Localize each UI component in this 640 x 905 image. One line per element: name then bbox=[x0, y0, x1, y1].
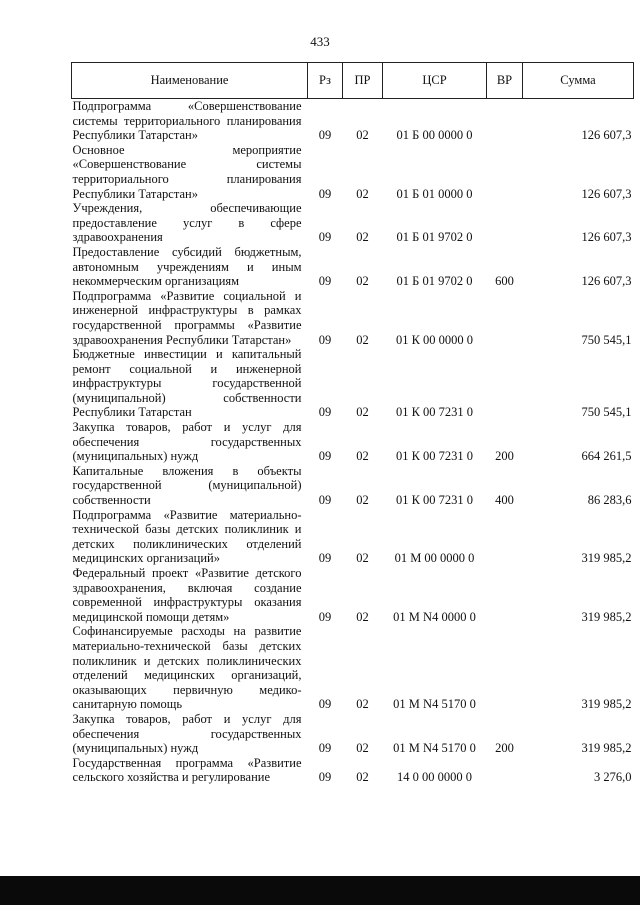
row-sum: 3 276,0 bbox=[594, 770, 632, 785]
table-row bbox=[72, 712, 634, 756]
row-sum: 664 261,5 bbox=[581, 449, 632, 464]
header-pr: ПР bbox=[343, 63, 383, 99]
row-sum: 319 985,2 bbox=[581, 609, 632, 624]
row-pr: 02 bbox=[356, 274, 369, 289]
row-pr: 02 bbox=[356, 405, 369, 420]
row-sum: 319 985,2 bbox=[581, 741, 632, 756]
table-row bbox=[72, 420, 634, 464]
header-csr: ЦСР bbox=[383, 63, 487, 99]
row-name: Предоставление субсидий бюджетным, автономным учреждениям и иным некоммерческим организациям bbox=[72, 244, 302, 289]
table-header-row bbox=[72, 63, 634, 99]
row-vr: 200 bbox=[495, 741, 514, 756]
row-rz: 09 bbox=[318, 609, 332, 624]
row-name: Государственная программа «Развитие сельского хозяйства и регулирование bbox=[72, 755, 302, 785]
row-rz: 09 bbox=[318, 128, 332, 143]
table-row bbox=[72, 347, 634, 420]
row-sum: 750 545,1 bbox=[581, 332, 632, 347]
header-sum: Сумма bbox=[523, 63, 634, 99]
header-name: Наименование bbox=[72, 63, 308, 99]
row-csr: 01 Б 01 0000 0 bbox=[396, 186, 473, 201]
row-pr: 02 bbox=[356, 551, 369, 566]
table-row bbox=[72, 508, 634, 566]
row-csr: 01 Б 01 9702 0 bbox=[396, 274, 473, 289]
row-rz: 09 bbox=[318, 493, 332, 508]
row-sum: 126 607,3 bbox=[581, 274, 632, 289]
table-row bbox=[72, 245, 634, 289]
row-sum: 319 985,2 bbox=[581, 551, 632, 566]
row-name: Капитальные вложения в объекты государственной (муниципальной) собственности bbox=[72, 463, 302, 508]
row-vr bbox=[487, 143, 523, 201]
row-pr: 02 bbox=[356, 697, 369, 712]
row-rz: 09 bbox=[318, 697, 332, 712]
header-rz: Рз bbox=[308, 63, 343, 99]
row-pr: 02 bbox=[356, 186, 369, 201]
row-vr bbox=[487, 201, 523, 245]
row-name: Основное мероприятие «Совершенствование системы территориального планирования Республики Татарстан» bbox=[72, 142, 302, 201]
row-vr bbox=[487, 624, 523, 712]
row-name: Федеральный проект «Развитие детского здравоохранения, включая создание современной инфраструктуры оказания медицинской помощи детям» bbox=[72, 566, 302, 624]
table-row bbox=[72, 756, 634, 785]
row-csr: 01 М 00 0000 0 bbox=[394, 551, 475, 566]
row-vr: 200 bbox=[495, 449, 514, 464]
row-name: Софинансируемые расходы на развитие материально-технической базы детских поликлиник и детских поликлинических отделений медицинских организаций, оказывающих первичную медико-санитарную помощь bbox=[72, 624, 302, 712]
row-sum: 126 607,3 bbox=[581, 186, 632, 201]
table-row bbox=[72, 624, 634, 712]
row-rz: 09 bbox=[318, 274, 332, 289]
header-vr: ВР bbox=[487, 63, 523, 99]
row-sum: 126 607,3 bbox=[581, 128, 632, 143]
row-name: Учреждения, обеспечивающие предоставление услуг в сфере здравоохранения bbox=[72, 201, 302, 245]
row-name: Бюджетные инвестиции и капитальный ремонт социальной и инженерной инфраструктуры государственной (муниципальной) собственности Республики Татарстан bbox=[72, 347, 302, 420]
row-rz: 09 bbox=[318, 405, 332, 420]
row-name: Подпрограмма «Развитие материально-технической базы детских поликлиник и детских поликлинических отделений медицинских организаций» bbox=[72, 507, 302, 566]
row-csr: 01 К 00 7231 0 bbox=[395, 405, 474, 420]
table-row bbox=[72, 99, 634, 143]
row-pr: 02 bbox=[356, 770, 369, 785]
table-row bbox=[72, 201, 634, 245]
row-vr bbox=[487, 99, 523, 143]
row-sum: 750 545,1 bbox=[581, 405, 632, 420]
table-row bbox=[72, 289, 634, 347]
table-row bbox=[72, 566, 634, 624]
row-pr: 02 bbox=[356, 449, 369, 464]
page-number: 433 bbox=[310, 34, 330, 49]
row-vr: 600 bbox=[495, 274, 514, 289]
row-name: Подпрограмма «Совершенствование системы территориального планирования Республики Татарстан» bbox=[72, 99, 302, 143]
table-row bbox=[72, 143, 634, 201]
budget-table bbox=[71, 62, 634, 785]
row-vr bbox=[487, 756, 523, 785]
row-csr: 01 К 00 0000 0 bbox=[395, 332, 474, 347]
row-csr: 01 М N4 5170 0 bbox=[393, 741, 476, 756]
row-rz: 09 bbox=[318, 551, 332, 566]
row-vr bbox=[487, 347, 523, 420]
row-rz: 09 bbox=[318, 741, 332, 756]
row-rz: 09 bbox=[318, 332, 332, 347]
row-pr: 02 bbox=[356, 609, 369, 624]
row-rz: 09 bbox=[318, 230, 332, 245]
row-sum: 86 283,6 bbox=[587, 493, 632, 508]
row-pr: 02 bbox=[356, 741, 369, 756]
row-vr bbox=[487, 508, 523, 566]
row-csr: 01 М N4 5170 0 bbox=[393, 697, 476, 712]
row-csr: 01 К 00 7231 0 bbox=[395, 493, 474, 508]
row-pr: 02 bbox=[356, 128, 369, 143]
row-pr: 02 bbox=[356, 493, 369, 508]
row-csr: 01 Б 01 9702 0 bbox=[396, 230, 473, 245]
row-vr bbox=[487, 566, 523, 624]
row-csr: 01 Б 00 0000 0 bbox=[396, 128, 473, 143]
row-name: Закупка товаров, работ и услуг для обеспечения государственных (муниципальных) нужд bbox=[72, 711, 302, 756]
row-name: Подпрограмма «Развитие социальной и инженерной инфраструктуры в рамках государственной программы «Развитие здравоохранения Республики Татарстан» bbox=[72, 288, 302, 347]
row-pr: 02 bbox=[356, 230, 369, 245]
row-rz: 09 bbox=[318, 186, 332, 201]
row-csr: 01 К 00 7231 0 bbox=[395, 449, 474, 464]
row-rz: 09 bbox=[318, 449, 332, 464]
row-vr: 400 bbox=[495, 493, 514, 508]
row-name: Закупка товаров, работ и услуг для обеспечения государственных (муниципальных) нужд bbox=[72, 420, 302, 464]
scan-edge-bar bbox=[0, 876, 640, 905]
row-sum: 126 607,3 bbox=[581, 230, 632, 245]
row-pr: 02 bbox=[356, 332, 369, 347]
row-vr bbox=[487, 289, 523, 347]
row-rz: 09 bbox=[318, 770, 332, 785]
row-csr: 01 М N4 0000 0 bbox=[393, 609, 476, 624]
row-sum: 319 985,2 bbox=[581, 697, 632, 712]
table-row bbox=[72, 464, 634, 508]
row-csr: 14 0 00 0000 0 bbox=[397, 770, 472, 785]
